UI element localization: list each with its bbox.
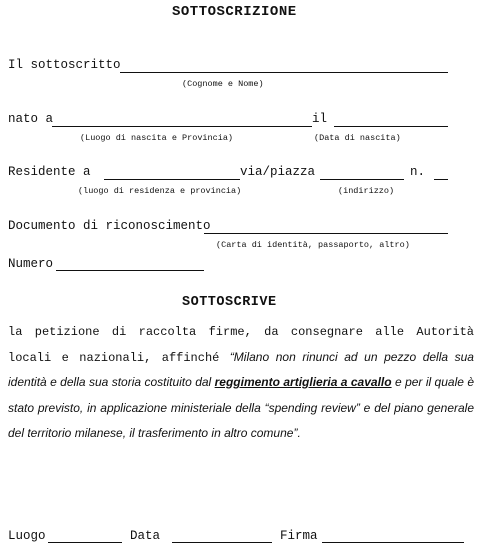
id-document-field[interactable] [204,233,448,234]
subscribe-heading: SOTTOSCRIVE [182,295,277,310]
signer-label: Il sottoscritto [8,58,121,72]
petition-quote-underlined: reggimento artiglieria a cavallo [214,375,392,389]
signer-caption: (Cognome e Nome) [182,79,264,89]
address-caption: (indirizzo) [338,186,395,196]
birth-place-caption: (Luogo di nascita e Provincia) [80,133,234,143]
id-number-label: Numero [8,257,54,271]
footer-sign-field[interactable] [322,542,464,543]
petition-quote-end: e per il quale è stato previsto, in applicazione ministeriale della “spending review” e del piano generale del territorio milanese, il trasferimento in altro comune”. [8,375,474,440]
id-number-field[interactable] [56,270,204,271]
petition-quote-start: “Milano non rinunci ad un pezzo della sua identità e della sua storia costituito dal [8,349,474,389]
birth-date-label: il [312,112,328,126]
residence-label: Residente a [8,165,91,179]
petition-text [8,320,474,447]
street-field[interactable] [320,179,404,180]
birth-place-field[interactable] [52,126,312,127]
residence-place-field[interactable] [104,179,240,180]
id-document-caption: (Carta di identità, passaporto, altro) [216,240,410,250]
footer-sign-label: Firma [280,529,318,543]
street-label: via/piazza [240,165,316,179]
footer-place-field[interactable] [48,542,122,543]
signer-name-field[interactable] [120,72,448,73]
birth-date-caption: (Data di nascita) [314,133,401,143]
footer-place-label: Luogo [8,529,46,543]
footer-date-field[interactable] [172,542,272,543]
petition-intro: la petizione di raccolta firme, da consegnare alle Autorità locali e nazionali, affinché [8,325,474,365]
house-number-label: n. [410,165,426,179]
page-title: SOTTOSCRIZIONE [172,4,297,20]
birth-date-field[interactable] [334,126,448,127]
house-number-field[interactable] [434,179,448,180]
residence-place-caption: (luogo di residenza e provincia) [78,186,242,196]
footer-date-label: Data [130,529,161,543]
birth-label: nato a [8,112,54,126]
id-document-label: Documento di riconoscimento [8,219,211,233]
